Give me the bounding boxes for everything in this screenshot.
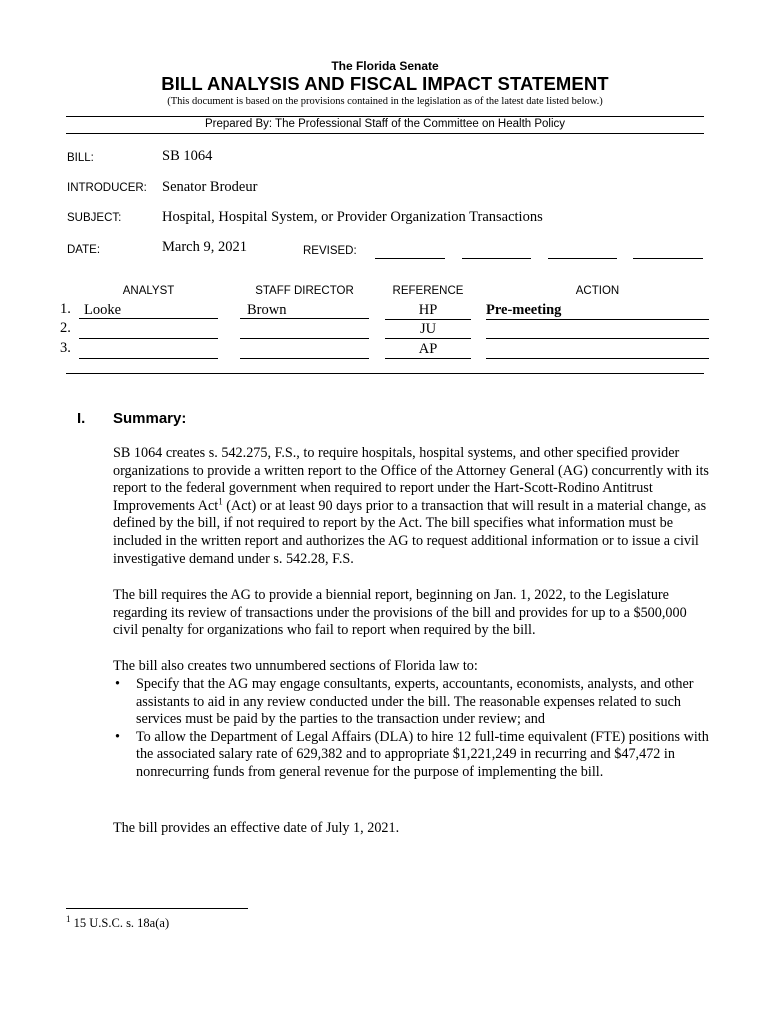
- table-bottom-rule: [66, 373, 704, 374]
- date-value: March 9, 2021: [162, 239, 247, 255]
- footnote-text: 15 U.S.C. s. 18a(a): [70, 916, 170, 930]
- summary-paragraph-3: The bill also creates two unnumbered sections of Florida law to:: [113, 658, 478, 674]
- summary-p1-text-b: (Act) or at least 90 days prior to a transaction that will result in a material change, as defined by the bill, if not required to report by the Act. The bill specifies what information must be included in the written report and authorizes the AG to request additional information or to issue a civil investigative demand under s. 542.28, F.S.: [113, 497, 707, 567]
- revised-blank-3: [548, 258, 617, 259]
- analyst-cell: Looke: [79, 301, 218, 319]
- section-title: Summary:: [113, 410, 187, 427]
- action-cell: [486, 320, 709, 339]
- reference-cell: AP: [385, 340, 471, 359]
- introducer-label: INTRODUCER:: [67, 182, 147, 194]
- action-cell: Pre-meeting: [486, 301, 709, 320]
- header-rule-bottom: [66, 133, 704, 134]
- footnote: [66, 913, 170, 931]
- document-note: (This document is based on the provisions contained in the legislation as of the latest date listed below.): [167, 96, 603, 107]
- bullet-text: Specify that the AG may engage consultants, experts, accountants, economists, analysts, and other assistants to aid in any review conducted under the bill. The reasonable expenses related to such services must be paid by the parties to the transaction under review; and: [136, 676, 694, 728]
- introducer-value: Senator Brodeur: [162, 179, 258, 195]
- revised-blank-1: [375, 258, 445, 259]
- action-cell: [486, 340, 709, 359]
- staff-director-cell: [240, 320, 369, 339]
- row-number: 1.: [60, 301, 71, 317]
- section-number: I.: [77, 410, 86, 427]
- list-item: [113, 676, 713, 729]
- header-rule-top: [66, 116, 704, 117]
- summary-paragraph-1: [113, 445, 713, 568]
- staff-director-cell: [240, 340, 369, 359]
- bullet-text: To allow the Department of Legal Affairs (DLA) to hire 12 full-time equivalent (FTE) positions with the associated salary rate of 629,382 and to appropriate $1,221,249 in recurring and $47,472 in nonrecurring funds from general revenue for the purpose of implementing the bill.: [136, 728, 709, 780]
- revised-blank-4: [633, 258, 703, 259]
- col-analyst: ANALYST: [122, 285, 175, 297]
- revised-label: REVISED:: [303, 245, 357, 257]
- date-label: DATE:: [67, 244, 101, 256]
- bullet-icon: •: [115, 676, 120, 692]
- summary-p1-text-a: SB 1064 creates s. 542.275, F.S., to require hospitals, hospital systems, and other specified provider organizations to provide a written report to the Office of the Attorney General (AG) concurrently with its report to the federal government when required to report under the Hart-Scott-Rodino Antitrust Improvements Act: [113, 445, 709, 514]
- col-reference: REFERENCE: [392, 285, 464, 297]
- bill-value: SB 1064: [162, 148, 213, 164]
- list-item: [113, 729, 713, 782]
- col-action: ACTION: [575, 285, 620, 297]
- summary-paragraph-2: The bill requires the AG to provide a biennial report, beginning on Jan. 1, 2022, to the Legislature regarding its review of transactions under the provisions of the bill and provides for up to a $500,000 civil penalty for organizations who fail to report when required by the bill.: [113, 587, 687, 639]
- row-number: 2.: [60, 320, 71, 336]
- document-title: BILL ANALYSIS AND FISCAL IMPACT STATEMENT: [161, 73, 609, 94]
- staff-director-cell: Brown: [240, 301, 369, 319]
- prepared-by: Prepared By: The Professional Staff of the Committee on Health Policy: [204, 118, 566, 130]
- footnote-number: 1: [66, 913, 71, 924]
- bullet-icon: •: [115, 728, 120, 745]
- col-staff-director: STAFF DIRECTOR: [255, 285, 354, 297]
- subject-label: SUBJECT:: [67, 212, 122, 224]
- subject-value: Hospital, Hospital System, or Provider Organization Transactions: [162, 209, 543, 225]
- summary-bullet-list: [113, 676, 713, 782]
- bill-label: BILL:: [67, 152, 94, 164]
- footnote-rule: [66, 908, 248, 909]
- analyst-cell: [79, 340, 218, 359]
- row-number: 3.: [60, 340, 71, 356]
- reference-cell: HP: [385, 301, 471, 320]
- revised-blank-2: [462, 258, 531, 259]
- summary-paragraph-4: The bill provides an effective date of July 1, 2021.: [113, 820, 400, 836]
- analyst-cell: [79, 320, 218, 339]
- reference-cell: JU: [385, 320, 471, 339]
- organization-name: The Florida Senate: [331, 59, 439, 73]
- footnote-ref[interactable]: 1: [218, 496, 223, 507]
